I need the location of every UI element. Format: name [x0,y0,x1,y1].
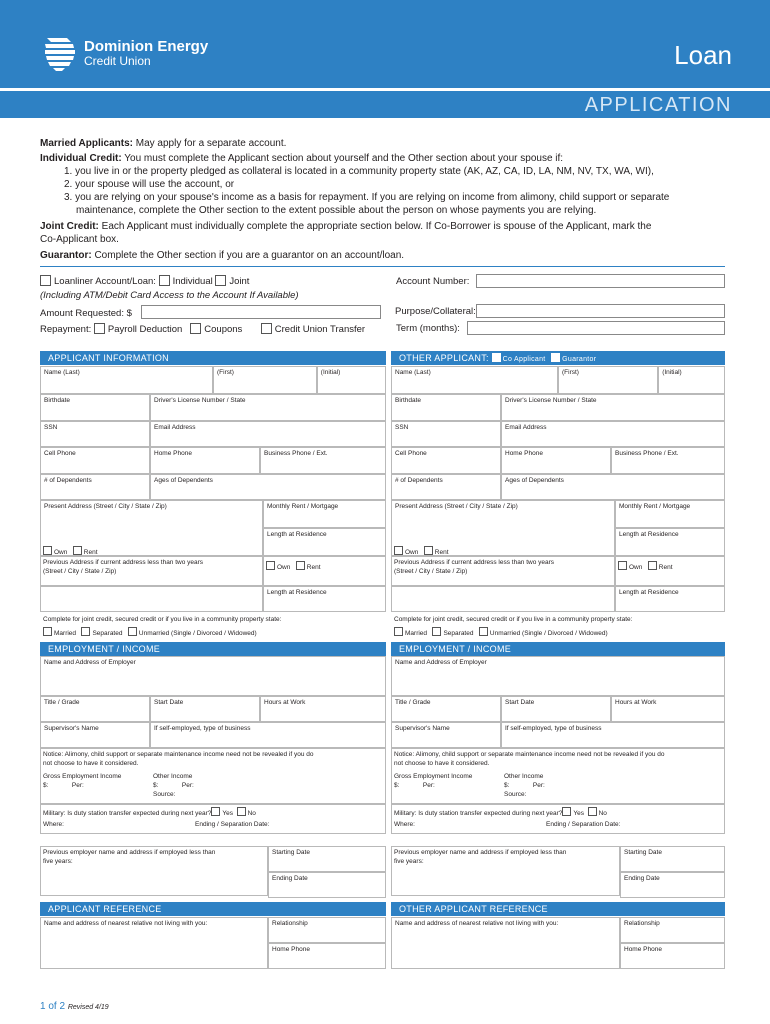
notice: Notice: Alimony, child support or separate maintenance income need not be revealed if you do not choose to have it considered. [394,751,665,767]
prev-address-extra[interactable] [391,586,615,612]
home-phone-label: Home Phone [505,450,543,457]
checkbox[interactable] [128,627,137,636]
checkbox[interactable] [43,546,52,555]
drivers-license[interactable] [150,394,386,421]
title-application: APPLICATION [584,94,732,116]
checkbox[interactable] [479,627,488,636]
account-checkbox[interactable] [40,275,51,286]
other-income: Other Income $: Per: Source: [153,773,194,798]
purpose-label: Purpose/Collateral: [395,306,476,317]
business-phone[interactable] [611,447,725,474]
own-rent-row: Own Rent [43,546,98,557]
own-rent-row: Own Rent [394,546,449,557]
marital-row: Married Separated Unmarried (Single / Divorced / Widowed) [394,627,608,638]
home-phone-label: Home Phone [154,450,192,457]
dependents-ages[interactable] [501,474,725,500]
checkbox[interactable] [296,561,305,570]
dependents-ages-label: Ages of Dependents [154,477,213,484]
account-loan-row: Loanliner Account/Loan: Individual Joint [40,275,249,287]
start-date-label: Start Date [154,699,184,706]
relative-label: Name and address of nearest relative not living with you: [395,920,559,927]
checkbox[interactable] [394,546,403,555]
relative[interactable] [40,917,268,969]
cell-phone[interactable] [391,447,501,474]
gross-income: Gross Employment Income $: Per: [394,773,473,789]
employer-label: Name and Address of Employer [395,659,487,666]
ending-date[interactable] [620,872,725,898]
prev-employer-label: Previous employer name and address if employed less than five years: [394,849,567,865]
supervisor-label: Supervisor's Name [44,725,99,732]
starting-date[interactable] [620,846,725,872]
intro-item1: 1. you live in or the property pledged as collateral is located in a community property state (AK, AZ, CA, ID, LA, NM, NV, TX, WA, WI), [64,166,654,177]
hours[interactable] [260,696,386,722]
reference-home-phone[interactable] [268,943,386,969]
checkbox[interactable] [43,627,52,636]
military: Military: Is duty station transfer expected during next year? Yes No [394,807,607,818]
term-field[interactable] [467,321,725,335]
payroll-checkbox[interactable] [94,323,105,334]
reference-home-phone-label: Home Phone [624,946,662,953]
start-date-label: Start Date [505,699,535,706]
relative[interactable] [391,917,620,969]
name-last-label: Name (Last) [44,369,80,376]
previous-address-label: Previous Address if current address less than two years (Street / City / State / Zip) [43,559,204,575]
where: Where: [394,821,415,828]
joint-checkbox[interactable] [215,275,226,286]
other-header: OTHER APPLICANT: Co Applicant Guarantor [391,351,725,365]
home-phone[interactable] [501,447,611,474]
ssn[interactable] [391,421,501,447]
dependents[interactable] [40,474,150,500]
reference-header: OTHER APPLICANT REFERENCE [391,902,725,916]
brand-name: Dominion Energy [84,38,209,55]
name-initial[interactable] [317,366,386,394]
dependents-label: # of Dependents [44,477,92,484]
reference-home-phone-label: Home Phone [272,946,310,953]
drivers-license-label: Driver's License Number / State [505,397,597,404]
relationship[interactable] [620,917,725,943]
checkbox[interactable] [588,807,597,816]
name-last[interactable] [391,366,558,394]
start-date[interactable] [150,696,260,722]
individual-checkbox[interactable] [159,275,170,286]
checkbox[interactable] [424,546,433,555]
intro-joint2: Co-Applicant box. [40,234,119,245]
checkbox[interactable] [618,561,627,570]
checkbox[interactable] [266,561,275,570]
ssn-label: SSN [395,424,409,431]
checkbox[interactable] [648,561,657,570]
cell-phone-label: Cell Phone [395,450,427,457]
checkbox[interactable] [211,807,220,816]
employer[interactable] [40,656,386,696]
present-address-label: Present Address (Street / City / State / Zip) [44,503,167,510]
term-label: Term (months): [396,323,460,334]
title-grade[interactable] [391,696,501,722]
drivers-license-label: Driver's License Number / State [154,397,246,404]
business-phone-label: Business Phone / Ext. [264,450,328,457]
prev-length[interactable] [615,586,725,612]
home-phone[interactable] [150,447,260,474]
intro-item3: 3. you are relying on your spouse's income as a basis for repayment. If you are relying on income from alimony, child support or separate [64,192,670,203]
title-grade-label: Title / Grade [44,699,80,706]
starting-date-label: Starting Date [624,849,662,856]
dependents-ages-label: Ages of Dependents [505,477,564,484]
title-grade[interactable] [40,696,150,722]
starting-date-label: Starting Date [272,849,310,856]
intro-joint: Joint Credit: Each Applicant must individually complete the appropriate section below. If Co-Borrower is spouse of the Applicant, mark the [40,221,652,232]
prev-length[interactable] [263,586,386,612]
length-residence-label: Length at Residence [267,531,327,538]
monthly-rent[interactable] [263,500,386,528]
other-income: Other Income $: Per: Source: [504,773,545,798]
name-last-label: Name (Last) [395,369,431,376]
loan-note: (Including ATM/Debit Card Access to the Account If Available) [40,290,299,301]
dependents-label: # of Dependents [395,477,443,484]
email-label: Email Address [154,424,196,431]
monthly-rent-label: Monthly Rent / Mortgage [267,503,339,510]
ending-date[interactable] [268,872,386,898]
birthdate[interactable] [40,394,150,421]
relationship-label: Relationship [624,920,660,927]
business-phone-label: Business Phone / Ext. [615,450,679,457]
notice: Notice: Alimony, child support or separate maintenance income need not be revealed if you do not choose to have it considered. [43,751,314,767]
intro-individual: Individual Credit: You must complete the Applicant section about yourself and the Other section about your spouse if: [40,153,564,164]
monthly-rent[interactable] [615,500,725,528]
repayment-row: Repayment: Payroll Deduction Coupons Credit Union Transfer [40,324,366,335]
name-first-label: (First) [217,369,234,376]
account-number-label: Account Number: [396,276,470,287]
present-address-label: Present Address (Street / City / State / Zip) [395,503,518,510]
relationship-label: Relationship [272,920,308,927]
previous-address-label: Previous Address if current address less than two years (Street / City / State / Zip) [394,559,555,575]
title-loan: Loan [674,40,732,70]
hours-label: Hours at Work [615,699,657,706]
monthly-rent-label: Monthly Rent / Mortgage [619,503,691,510]
hours[interactable] [611,696,725,722]
title-grade-label: Title / Grade [395,699,431,706]
dependents[interactable] [391,474,501,500]
supervisor-label: Supervisor's Name [395,725,450,732]
brand-sub: Credit Union [84,54,151,68]
prev-own-rent-label: Own Rent [266,561,321,572]
brand-logo-icon [43,36,79,74]
reference-header: APPLICANT REFERENCE [40,902,386,916]
reference-home-phone[interactable] [620,943,725,969]
intro-married: Married Applicants: May apply for a separate account. [40,138,287,149]
relationship[interactable] [268,917,386,943]
employment-header: EMPLOYMENT / INCOME [40,642,386,656]
intro-guarantor: Guarantor: Complete the Other section if you are a guarantor on an account/loan. [40,250,405,261]
ct-checkbox[interactable] [261,323,272,334]
drivers-license[interactable] [501,394,725,421]
name-first[interactable] [213,366,317,394]
where: Where: [43,821,64,828]
birthdate-label: Birthdate [395,397,422,404]
dependents-ages[interactable] [150,474,386,500]
email-label: Email Address [505,424,547,431]
length-residence[interactable] [615,528,725,556]
hours-label: Hours at Work [264,699,306,706]
birthdate-label: Birthdate [44,397,71,404]
employment-header: EMPLOYMENT / INCOME [391,642,725,656]
supervisor[interactable] [40,722,150,748]
intro-item2: 2. your spouse will use the account, or [64,179,235,190]
length-residence-label: Length at Residence [619,531,679,538]
employer-label: Name and Address of Employer [44,659,136,666]
gross-income: Gross Employment Income $: Per: [43,773,122,789]
checkbox[interactable] [81,627,90,636]
coupons-checkbox[interactable] [190,323,201,334]
name-initial-label: (Initial) [662,369,682,376]
name-initial[interactable] [658,366,725,394]
prev-address-extra[interactable] [40,586,263,612]
name-first-label: (First) [562,369,579,376]
military: Military: Is duty station transfer expected during next year? Yes No [43,807,256,818]
community-label: Complete for joint credit, secured credit or if you live in a community property state: [394,616,633,623]
applicant-header: APPLICANT INFORMATION [40,351,386,365]
checkbox[interactable] [237,807,246,816]
email[interactable] [150,421,386,447]
ending-date-label: Ending Date [272,875,308,882]
community-label: Complete for joint credit, secured credit or if you live in a community property state: [43,616,282,623]
footer: 1 of 2 Revised 4/19 [40,1001,109,1012]
amount-label: Amount Requested: $ [40,308,132,319]
ssn[interactable] [40,421,150,447]
name-last[interactable] [40,366,213,394]
ending-date-label: Ending Date [624,875,660,882]
self-employed[interactable] [150,722,386,748]
divider [40,266,725,267]
start-date[interactable] [501,696,611,722]
ending-sep: Ending / Separation Date: [546,821,621,828]
name-initial-label: (Initial) [320,369,341,376]
cell-phone-label: Cell Phone [44,450,76,457]
account-number-field[interactable] [476,274,725,288]
self-employed[interactable] [501,722,725,748]
intro-item3b: maintenance, complete the Other section to the extent possible about the person on whose payments you are relying. [76,205,597,216]
name-first[interactable] [558,366,658,394]
prev-length-label: Length at Residence [267,589,327,596]
prev-employer-label: Previous employer name and address if employed less than five years: [43,849,216,865]
checkbox[interactable] [394,627,403,636]
employer[interactable] [391,656,725,696]
prev-length-label: Length at Residence [619,589,679,596]
supervisor[interactable] [391,722,501,748]
ending-sep: Ending / Separation Date: [195,821,270,828]
cell-phone[interactable] [40,447,150,474]
checkbox[interactable] [562,807,571,816]
checkbox[interactable] [432,627,441,636]
ssn-label: SSN [44,424,58,431]
business-phone[interactable] [260,447,386,474]
self-employed-label: If self-employed, type of business [154,725,251,732]
marital-row: Married Separated Unmarried (Single / Divorced / Widowed) [43,627,257,638]
checkbox[interactable] [73,546,82,555]
relative-label: Name and address of nearest relative not living with you: [44,920,208,927]
self-employed-label: If self-employed, type of business [505,725,602,732]
prev-own-rent-label: Own Rent [618,561,673,572]
purpose-field[interactable] [476,304,725,318]
email[interactable] [501,421,725,447]
length-residence[interactable] [263,528,386,556]
starting-date[interactable] [268,846,386,872]
amount-field[interactable] [141,305,381,319]
birthdate[interactable] [391,394,501,421]
